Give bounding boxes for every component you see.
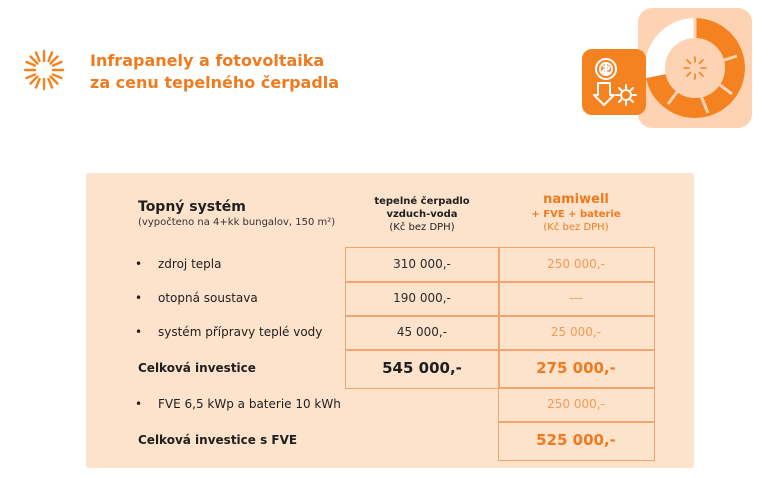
value-heat-pump-total: 545 000,- [382, 359, 462, 377]
value-namiwell: 25 000,- [550, 325, 602, 339]
col2-line2: + FVE + baterie [531, 209, 621, 220]
row-label: • zdroj tepla [138, 257, 221, 271]
value-heat-pump: 190 000,- [393, 291, 451, 305]
donut-chart-icon [638, 8, 752, 128]
row-label: • FVE 6,5 kWp a baterie 10 kWh [138, 397, 341, 411]
money-gear-card [582, 49, 646, 115]
value-namiwell: 250 000,- [547, 257, 605, 271]
column-heat-pump-header [346, 195, 498, 234]
col2-line1: namiwell [543, 192, 609, 207]
money-gear-icon [582, 49, 646, 115]
donut-card [638, 8, 752, 128]
value-namiwell-total: 275 000,- [536, 359, 616, 377]
col1-line3: (Kč bez DPH) [389, 222, 455, 233]
table-heading: Topný systém [138, 199, 246, 215]
value-namiwell-fve: 250 000,- [547, 397, 605, 411]
value-namiwell-total-fve: 525 000,- [536, 431, 616, 449]
col1-line1: tepelné čerpadlo [374, 196, 470, 207]
value-namiwell: --- [569, 291, 583, 305]
row-label: • systém přípravy teplé vody [138, 325, 322, 339]
table-subheading: (vypočteno na 4+kk bungalov, 150 m²) [138, 217, 336, 228]
col1-line2: vzduch-voda [386, 209, 458, 220]
row-label-total: Celková investice [138, 361, 256, 375]
title-line-2: za cenu tepelného čerpadla [90, 73, 340, 92]
column-namiwell-header [500, 192, 652, 234]
page-title [90, 50, 339, 94]
sun-logo-icon [22, 48, 66, 92]
row-label-total-fve: Celková investice s FVE [138, 433, 298, 447]
row-label: • otopná soustava [138, 291, 258, 305]
value-heat-pump: 310 000,- [393, 257, 451, 271]
value-heat-pump: 45 000,- [396, 325, 448, 339]
col2-line3: (Kč bez DPH) [543, 222, 609, 233]
title-line-1: Infrapanely a fotovoltaika [90, 51, 325, 70]
